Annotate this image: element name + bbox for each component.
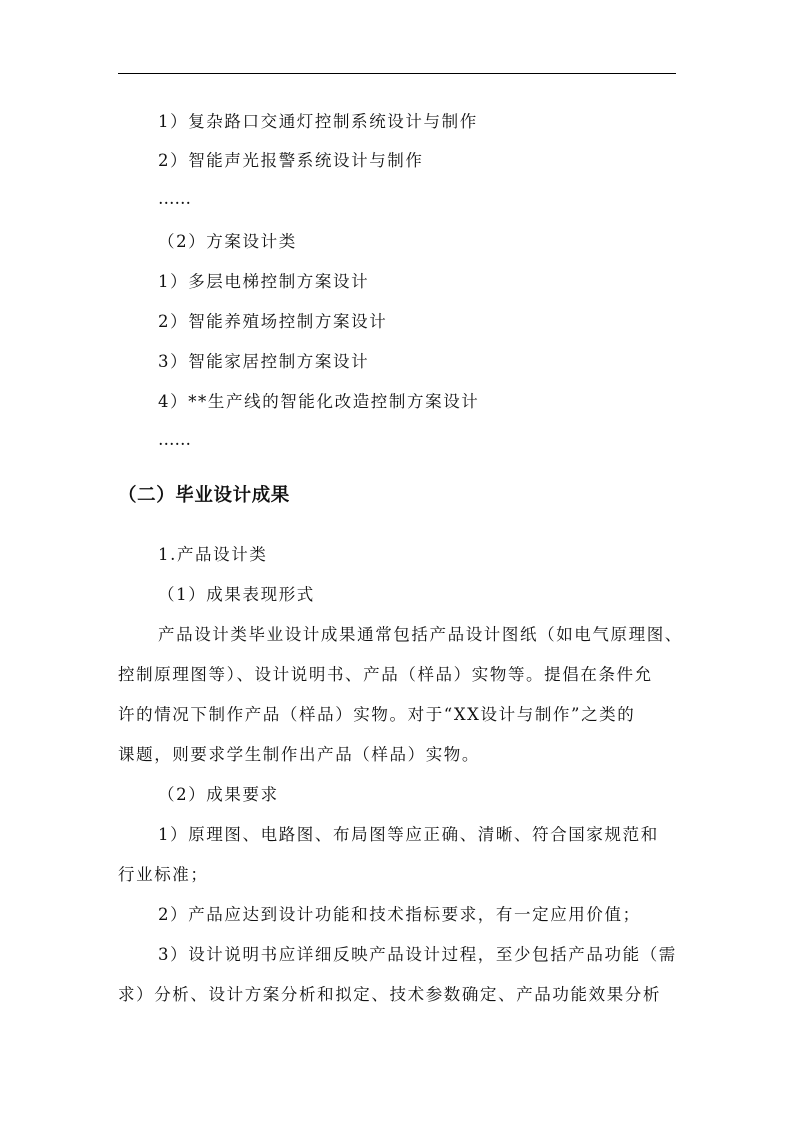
list-item: 2）产品应达到设计功能和技术指标要求，有一定应用价值； (158, 905, 641, 924)
list-item: 1）多层电梯控制方案设计 (158, 272, 370, 291)
section-heading: （二）毕业设计成果 (118, 485, 290, 506)
list-item: 2）智能养殖场控制方案设计 (158, 312, 388, 331)
list-item: 1）复杂路口交通灯控制系统设计与制作 (158, 112, 478, 131)
ellipsis: …… (158, 430, 191, 449)
subheading: （2）成果要求 (158, 785, 279, 804)
subsection-title: 1.产品设计类 (158, 545, 268, 564)
list-item: 3）智能家居控制方案设计 (158, 352, 370, 371)
list-item-continuation: 行业标准； (118, 865, 209, 884)
subheading: （1）成果表现形式 (158, 585, 315, 604)
list-item: 4）**生产线的智能化改造控制方案设计 (158, 392, 480, 411)
ellipsis: …… (158, 189, 191, 208)
list-item-continuation: 求）分析、设计方案分析和拟定、技术参数确定、产品功能效果分析 (118, 985, 661, 1004)
paragraph-line: 许的情况下制作产品（样品）实物。对于“XX设计与制作”之类的 (118, 705, 636, 724)
paragraph-line: 课题，则要求学生制作出产品（样品）实物。 (118, 745, 480, 764)
list-item: 1）原理图、电路图、布局图等应正确、清晰、符合国家规范和 (158, 825, 659, 844)
paragraph-line: 产品设计类毕业设计成果通常包括产品设计图纸（如电气原理图、 (158, 625, 683, 644)
list-item: 3）设计说明书应详细反映产品设计过程，至少包括产品功能（需 (158, 945, 677, 964)
paragraph-line: 控制原理图等）、设计说明书、产品（样品）实物等。提倡在条件允 (118, 665, 653, 684)
subheading: （2）方案设计类 (158, 232, 297, 251)
list-item: 2）智能声光报警系统设计与制作 (158, 151, 424, 170)
header-rule (118, 73, 676, 74)
